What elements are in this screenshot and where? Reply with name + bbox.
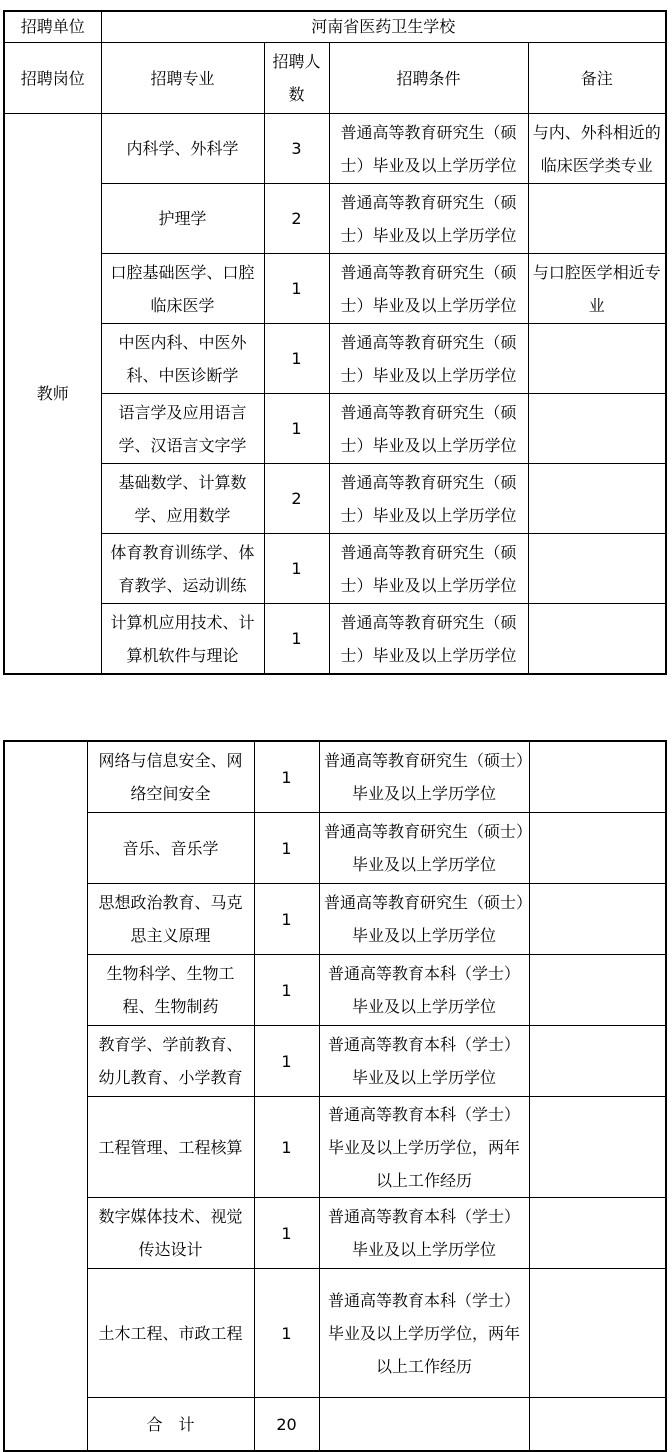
count-cell: 1 — [264, 254, 329, 324]
table-row — [4, 741, 666, 813]
condition-cell: 普通高等教育本科（学士）毕业及以上学历学位 — [319, 955, 529, 1026]
major-cell: 网络与信息安全、网络空间安全 — [87, 741, 254, 813]
major-cell: 中医内科、中医外科、中医诊断学 — [101, 324, 264, 394]
note-cell — [529, 1026, 666, 1097]
condition-cell: 普通高等教育研究生（硕士）毕业及以上学历学位 — [319, 813, 529, 884]
major-cell: 基础数学、计算数学、应用数学 — [101, 464, 264, 534]
column-header-note: 备注 — [528, 43, 666, 114]
table-row — [4, 394, 666, 464]
condition-cell: 普通高等教育研究生（硕士）毕业及以上学历学位 — [329, 184, 528, 254]
note-cell — [529, 1398, 666, 1452]
unit-label-cell: 招聘单位 — [4, 11, 101, 43]
column-header-position: 招聘岗位 — [4, 43, 101, 114]
total-label-cell: 合 计 — [87, 1398, 254, 1452]
count-cell: 1 — [254, 955, 319, 1026]
count-cell: 2 — [264, 184, 329, 254]
note-cell — [528, 324, 666, 394]
table-row — [4, 604, 666, 675]
major-cell: 工程管理、工程核算 — [87, 1097, 254, 1198]
recruitment-table-page1 — [3, 10, 667, 675]
major-cell: 语言学及应用语言学、汉语言文字学 — [101, 394, 264, 464]
count-cell: 3 — [264, 114, 329, 184]
major-cell: 思想政治教育、马克思主义原理 — [87, 884, 254, 955]
table-row — [4, 884, 666, 955]
count-cell: 1 — [254, 741, 319, 813]
note-cell — [528, 534, 666, 604]
condition-cell: 普通高等教育研究生（硕士）毕业及以上学历学位 — [319, 741, 529, 813]
unit-value-cell: 河南省医药卫生学校 — [101, 11, 666, 43]
condition-cell: 普通高等教育研究生（硕士）毕业及以上学历学位 — [329, 394, 528, 464]
table-row — [4, 813, 666, 884]
column-header-count: 招聘人数 — [264, 43, 329, 114]
note-cell — [528, 464, 666, 534]
condition-cell: 普通高等教育本科（学士）毕业及以上学历学位，两年以上工作经历 — [319, 1097, 529, 1198]
column-header-major: 招聘专业 — [101, 43, 264, 114]
note-cell — [529, 1269, 666, 1398]
column-header-condition: 招聘条件 — [329, 43, 528, 114]
condition-cell: 普通高等教育本科（学士）毕业及以上学历学位，两年以上工作经历 — [319, 1269, 529, 1398]
major-cell: 内科学、外科学 — [101, 114, 264, 184]
note-cell — [529, 741, 666, 813]
count-cell: 1 — [264, 324, 329, 394]
condition-cell: 普通高等教育研究生（硕士）毕业及以上学历学位 — [329, 254, 528, 324]
note-cell — [528, 394, 666, 464]
total-count-cell: 20 — [254, 1398, 319, 1452]
count-cell: 1 — [264, 534, 329, 604]
count-cell: 1 — [254, 1198, 319, 1269]
table-row — [4, 1026, 666, 1097]
count-cell: 1 — [254, 1026, 319, 1097]
table-row — [4, 955, 666, 1026]
position-cell-continued — [4, 741, 87, 1451]
note-cell — [529, 955, 666, 1026]
condition-cell: 普通高等教育研究生（硕士）毕业及以上学历学位 — [329, 114, 528, 184]
condition-cell: 普通高等教育研究生（硕士）毕业及以上学历学位 — [329, 324, 528, 394]
note-cell — [529, 1198, 666, 1269]
count-cell: 1 — [254, 884, 319, 955]
note-cell — [529, 1097, 666, 1198]
major-cell: 生物科学、生物工程、生物制药 — [87, 955, 254, 1026]
table-row — [4, 114, 666, 184]
count-cell: 1 — [264, 604, 329, 675]
major-cell: 数字媒体技术、视觉传达设计 — [87, 1198, 254, 1269]
condition-cell: 普通高等教育本科（学士）毕业及以上学历学位 — [319, 1026, 529, 1097]
total-row — [4, 1398, 666, 1452]
count-cell: 1 — [254, 1269, 319, 1398]
note-cell — [529, 884, 666, 955]
recruitment-table-page2 — [3, 740, 667, 1452]
condition-cell: 普通高等教育研究生（硕士）毕业及以上学历学位 — [329, 534, 528, 604]
header-row — [4, 43, 666, 114]
major-cell: 教育学、学前教育、幼儿教育、小学教育 — [87, 1026, 254, 1097]
table-row — [4, 1097, 666, 1198]
table-row — [4, 1198, 666, 1269]
table-row — [4, 1269, 666, 1398]
note-cell — [529, 813, 666, 884]
count-cell: 1 — [254, 1097, 319, 1198]
condition-cell: 普通高等教育本科（学士）毕业及以上学历学位 — [319, 1198, 529, 1269]
condition-cell — [319, 1398, 529, 1452]
major-cell: 音乐、音乐学 — [87, 813, 254, 884]
major-cell: 计算机应用技术、计算机软件与理论 — [101, 604, 264, 675]
table-row — [4, 324, 666, 394]
count-cell: 1 — [254, 813, 319, 884]
count-cell: 1 — [264, 394, 329, 464]
note-cell: 与内、外科相近的临床医学类专业 — [528, 114, 666, 184]
note-cell — [528, 604, 666, 675]
table-row — [4, 534, 666, 604]
count-cell: 2 — [264, 464, 329, 534]
major-cell: 口腔基础医学、口腔临床医学 — [101, 254, 264, 324]
table-row — [4, 184, 666, 254]
note-cell: 与口腔医学相近专业 — [528, 254, 666, 324]
note-cell — [528, 184, 666, 254]
condition-cell: 普通高等教育研究生（硕士）毕业及以上学历学位 — [329, 604, 528, 675]
major-cell: 土木工程、市政工程 — [87, 1269, 254, 1398]
table-row — [4, 464, 666, 534]
major-cell: 护理学 — [101, 184, 264, 254]
major-cell: 体育教育训练学、体育教学、运动训练 — [101, 534, 264, 604]
condition-cell: 普通高等教育研究生（硕士）毕业及以上学历学位 — [319, 884, 529, 955]
unit-row — [4, 11, 666, 43]
table-row — [4, 254, 666, 324]
position-cell: 教师 — [4, 114, 101, 675]
condition-cell: 普通高等教育研究生（硕士）毕业及以上学历学位 — [329, 464, 528, 534]
